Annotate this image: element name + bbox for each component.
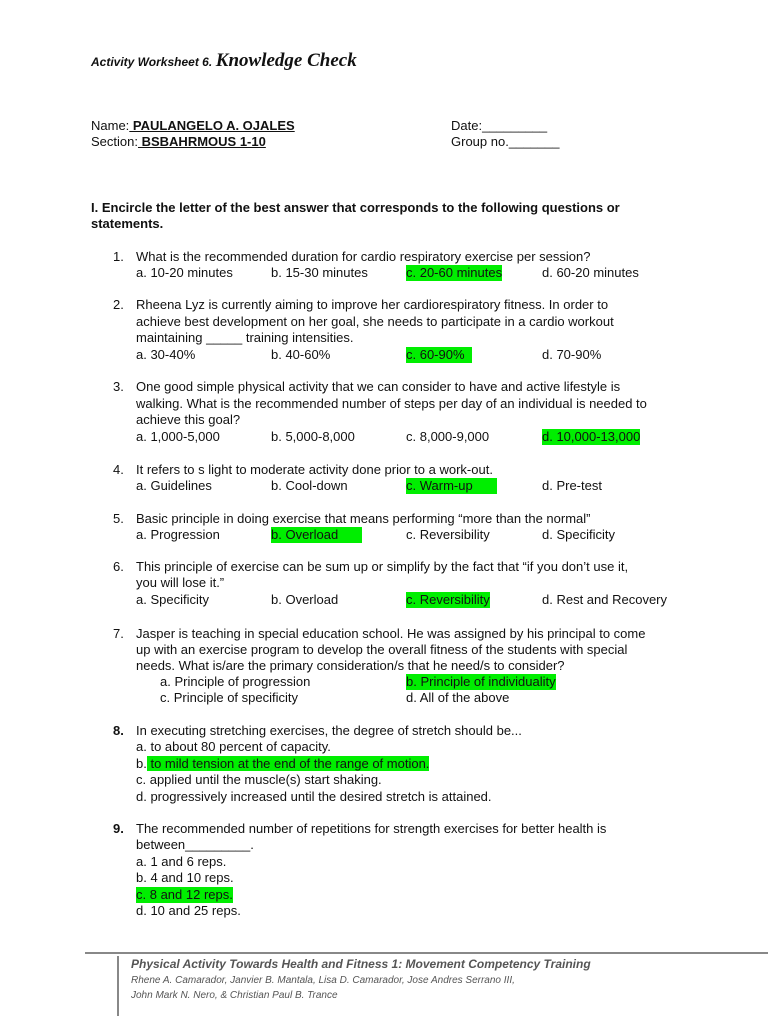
footer-divider — [85, 952, 768, 954]
q5-option-d: d. Specificity — [542, 527, 615, 542]
q6-option-c: c. Reversibility — [406, 592, 490, 607]
q5-option-a: a. Progression — [136, 527, 220, 542]
q2-option-d: d. 70-90% — [542, 347, 602, 362]
q2-text-2: achieve best development on her goal, she needs to participate in a cardio workout — [136, 314, 614, 329]
q4-option-b: b. Cool-down — [271, 478, 348, 493]
q7-option-d: d. All of the above — [406, 690, 510, 705]
q2-option-b: b. 40-60% — [271, 347, 331, 362]
q8-option-b — [136, 756, 429, 772]
footer-authors-1: Rhene A. Camarador, Janvier B. Mantala, Lisa D. Camarador, Jose Andres Serrano III, — [131, 975, 515, 986]
q6-text-1: This principle of exercise can be sum up or simplify by the fact that “if you don’t use it, — [136, 559, 629, 574]
q5-text: Basic principle in doing exercise that means performing “more than the normal” — [136, 511, 591, 526]
q4-option-c: c. Warm-up — [406, 478, 497, 494]
instruction: I. Encircle the letter of the best answer that corresponds to the following questions or statements. — [91, 200, 620, 231]
section-value: BSBAHRMOUS 1-10 — [137, 134, 266, 149]
q2-option-a: a. 30-40% — [136, 347, 196, 362]
q3-option-a: a. 1,000-5,000 — [136, 429, 220, 444]
q2-text-3: maintaining _____ training intensities. — [136, 330, 354, 345]
q6-text-2: you will lose it.” — [136, 575, 225, 590]
section-row — [91, 134, 266, 150]
q1-option-d: d. 60-20 minutes — [542, 265, 639, 280]
q8-text: In executing stretching exercises, the degree of stretch should be... — [136, 723, 522, 738]
q9-option-d: d. 10 and 25 reps. — [136, 903, 241, 918]
q8-option-c: c. applied until the muscle(s) start shaking. — [136, 772, 382, 787]
q8-option-d: d. progressively increased until the desired stretch is attained. — [136, 789, 492, 804]
q9-text-1: The recommended number of repetitions for strength exercises for better health is — [136, 821, 607, 836]
q7-option-c: c. Principle of specificity — [160, 690, 298, 705]
footer-title: Physical Activity Towards Health and Fitness 1: Movement Competency Training — [131, 957, 591, 971]
q4-option-d: d. Pre-test — [542, 478, 602, 493]
q5-number: 5. — [113, 511, 124, 526]
q6-option-d: d. Rest and Recovery — [542, 592, 668, 607]
name-value: PAULANGELO A. OJALES — [129, 118, 295, 133]
q6-number: 6. — [113, 559, 124, 574]
q7-number: 7. — [113, 626, 124, 641]
q3-option-d: d. 10,000-13,000 — [542, 429, 641, 444]
q7-option-a: a. Principle of progression — [160, 674, 311, 689]
q4-text: It refers to s light to moderate activity done prior to a work-out. — [136, 462, 493, 477]
section-label: Section: — [91, 134, 138, 149]
q2-option-c: c. 60-90% — [406, 347, 472, 363]
q6-option-b: b. Overload — [271, 592, 339, 607]
q1-number: 1. — [113, 249, 124, 264]
footer-vertical-rule — [117, 956, 119, 1016]
q1-option-b: b. 15-30 minutes — [271, 265, 368, 280]
page-title: Knowledge Check — [215, 50, 357, 71]
q1-option-a: a. 10-20 minutes — [136, 265, 233, 280]
date-field: Date:_________ — [451, 118, 548, 133]
q5-option-c: c. Reversibility — [406, 527, 490, 542]
q3-text-3: achieve this goal? — [136, 412, 241, 427]
group-field: Group no._______ — [451, 134, 560, 149]
q9-text-2: between_________. — [136, 837, 254, 852]
name-row — [91, 118, 295, 134]
q9-number: 9. — [113, 821, 124, 836]
q9-option-c: c. 8 and 12 reps. — [136, 887, 233, 902]
q3-text-1: One good simple physical activity that we can consider to have and active lifestyle is — [136, 379, 621, 394]
q2-number: 2. — [113, 297, 124, 312]
q4-option-a: a. Guidelines — [136, 478, 212, 493]
q7-text-2: up with an exercise program to develop the overall fitness of the students with special — [136, 642, 628, 657]
q8-option-b-text: to mild tension at the end of the range of motion. — [146, 756, 430, 771]
q1-text: What is the recommended duration for cardio respiratory exercise per session? — [136, 249, 591, 264]
q1-option-c: c. 20-60 minutes — [406, 265, 503, 280]
q8-option-a: a. to about 80 percent of capacity. — [136, 739, 331, 754]
q3-text-2: walking. What is the recommended number of steps per day of an individual is needed to — [136, 396, 647, 411]
q9-option-a: a. 1 and 6 reps. — [136, 854, 227, 869]
name-label: Name: — [91, 118, 130, 133]
q3-number: 3. — [113, 379, 124, 394]
activity-label: Activity Worksheet 6. — [91, 55, 213, 69]
q5-option-b: b. Overload — [271, 527, 362, 543]
q8-number: 8. — [113, 723, 124, 738]
q2-text-1: Rheena Lyz is currently aiming to improve her cardiorespiratory fitness. In order to — [136, 297, 609, 312]
q7-text-3: needs. What is/are the primary consideration/s that he need/s to consider? — [136, 658, 565, 673]
q8-option-b-prefix: b. — [136, 756, 147, 771]
worksheet-title — [91, 50, 357, 72]
footer-authors-2: John Mark N. Nero, & Christian Paul B. Trance — [131, 990, 338, 1001]
q6-option-a: a. Specificity — [136, 592, 209, 607]
q9-option-b: b. 4 and 10 reps. — [136, 870, 234, 885]
q7-option-b: b. Principle of individuality — [406, 674, 556, 689]
q3-option-c: c. 8,000-9,000 — [406, 429, 490, 444]
q3-option-b: b. 5,000-8,000 — [271, 429, 355, 444]
q7-text-1: Jasper is teaching in special education school. He was assigned by his principal to come — [136, 626, 646, 641]
q4-number: 4. — [113, 462, 124, 477]
